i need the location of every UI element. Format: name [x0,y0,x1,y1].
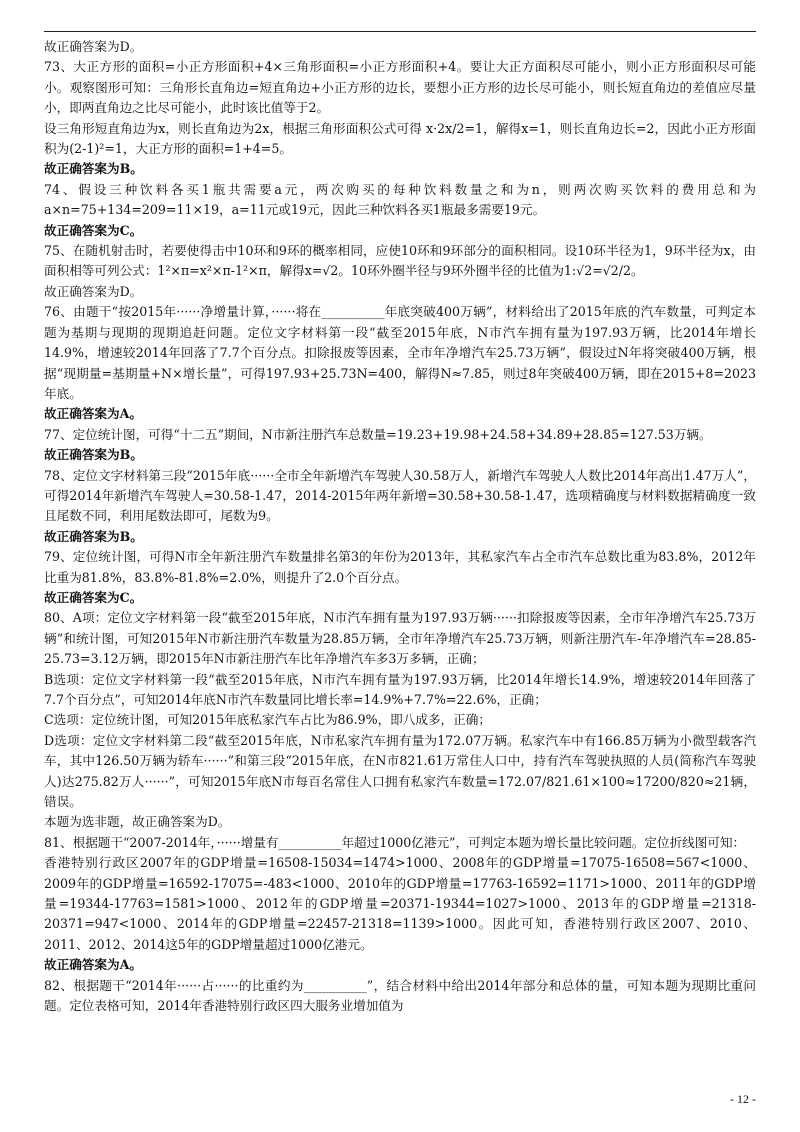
answer-line: 故正确答案为B。 [44,161,143,177]
explanation-paragraph: 80、A项：定位文字材料第一段“截至2015年底，N市汽车拥有量为197.93万辆······扣除报废等因素，全市年净增汽车25.73万辆”和统计图，可知2015年N市新注册汽车数量为28.85万辆，全市年净增汽车25.73万辆，则新注册汽车-年净增汽车=28.85-25.73=3.12万辆，即2015年N市新注册汽车比年净增汽车多3万多辆，正确； [44,610,756,667]
page-number: - 12 - [730,1092,756,1106]
explanation-paragraph: C选项：定位统计图，可知2015年底私家汽车占比为86.9%，即八成多，正确； [44,712,491,728]
explanation-paragraph: 77、定位统计图，可得“十二五”期间，N市新注册汽车总数量=19.23+19.98+24.58+34.89+28.85=127.53万辆。 [44,426,712,442]
explanation-paragraph: 74、假设三种饮料各买1瓶共需要a元，两次购买的每种饮料数量之和为n，则两次购买饮料的费用总和为a×n=75+134=209=11×19，a=11元或19元，因此三种饮料各买1瓶最多需要19元。 [44,181,756,218]
explanation-paragraph: 设三角形短直角边为x，则长直角边为2x，根据三角形面积公式可得 x·2x/2=1，解得x=1，则长直角边长=2，因此小正方形面积为(2-1)²=1，大正方形的面积=1+4=5。 [44,120,756,157]
answer-line: 故正确答案为A。 [44,957,142,973]
explanation-paragraph: 82、根据题干“2014年······占······的比重约为__________”，结合材料中给出2014年部分和总体的量，可知本题为现期比重问题。定位表格可知，2014年香港特别行政区四大服务业增加值为 [44,977,756,1014]
explanation-paragraph: 故正确答案为D。 [44,283,143,299]
explanation-paragraph: D选项：定位文字材料第二段“截至2015年底，N市私家汽车拥有量为172.07万辆。私家汽车中有166.85万辆为小微型载客汽车，其中126.50万辆为轿车······”和第三段“2015年底，在N市821.61万常住人口中，持有汽车驾驶执照的人员(简称汽车驾驶人)达275.82万人······”，可知2015年底N市每百名常住人口拥有私家汽车数量=172.07/821.61×100≈17200/820≈21辆，错误。 [44,732,756,810]
explanation-paragraph: 本题为选非题，故正确答案为D。 [44,814,231,830]
header-rule [44,31,756,32]
explanation-paragraph: 75、在随机射击时，若要使得击中10环和9环的概率相同，应使10环和9环部分的面积相同。设10环半径为1，9环半径为x，由面积相等可列公式：1²×π=x²×π-1²×π，解得x=√2。10环外圈半径与9环外圈半径的比值为1:√2=√2/2。 [44,243,756,279]
explanation-paragraph: 76、由题干“按2015年······净增量计算，······将在__________年底突破400万辆”，材料给出了2015年底的汽车数量，可判定本题为基期与现期的现期追赶问题。定位文字材料第一段“截至2015年底，N市汽车拥有量为197.93万辆，比2014年增长14.9%，增速较2014年回落了7.7个百分点。扣除报废等因素，全市年净增汽车25.73万辆”，假设过N年将突破400万辆，根据“现期量=基期量+N×增长量”，可得197.93+25.73N=400，解得N≈7.85，则过8年突破400万辆，即在2015+8=2023年底。 [44,304,756,401]
explanation-paragraph: 故正确答案为D。 [44,39,143,54]
answer-line: 故正确答案为C。 [44,589,143,605]
explanation-paragraph: 香港特别行政区2007年的GDP增量=16508-15034=1474>1000、2008年的GDP增量=17075-16508=567<1000、2009年的GDP增量=16592-17075=-483<1000、2010年的GDP增量=17763-16592=1171>1000、2011年的GDP增量=19344-17763=1581>1000、2012年的GDP增量=20371-19344=1027>1000、2013年的GDP增量=21318-20371=947<1000、2014年的GDP增量=22457-21318=1139>1000。因此可知，香港特别行政区2007、2010、2011、2012、2014这5年的GDP增量超过1000亿港元。 [44,855,756,952]
answer-explanations [44,37,756,1017]
explanation-paragraph: B选项：定位文字材料第一段“截至2015年底，N市汽车拥有量为197.93万辆，比2014年增长14.9%，增速较2014年回落了7.7个百分点”，可知2014年底N市汽车数量同比增长率=14.9%+7.7%=22.6%，正确； [44,671,756,707]
answer-line: 故正确答案为A。 [44,406,142,422]
explanation-paragraph: 81、根据题干“2007-2014年，······增量有__________年超过1000亿港元”，可判定本题为增长量比较问题。定位折线图可知： [44,834,746,850]
explanation-paragraph: 79、定位统计图，可得N市全年新注册汽车数量排名第3的年份为2013年，其私家汽车占全市汽车总数比重为83.8%，2012年比重为81.8%，83.8%-81.8%=2.0%，则提升了2.0个百分点。 [44,549,756,585]
answer-line: 故正确答案为B。 [44,447,143,463]
answer-line: 故正确答案为C。 [44,222,143,238]
explanation-paragraph: 78、定位文字材料第三段“2015年底······全市全年新增汽车驾驶人30.58万人，新增汽车驾驶人人数比2014年高出1.47万人”，可得2014年新增汽车驾驶人=30.58-1.47，2014-2015年两年新增=30.58+30.58-1.47，选项精确度与材料数据精确度一致且尾数不同，利用尾数法即可，尾数为9。 [44,467,756,524]
answer-line: 故正确答案为B。 [44,528,143,544]
explanation-paragraph: 73、大正方形的面积=小正方形面积+4×三角形面积=小正方形面积+4。要让大正方面积尽可能小，则小正方形面积尽可能小。观察图形可知：三角形长直角边=短直角边+小正方形的边长，要想小正方形的边长尽可能小，则长短直角边的差值应尽量小，即两直角边之比尽可能小，此时该比值等于2。 [44,59,756,116]
